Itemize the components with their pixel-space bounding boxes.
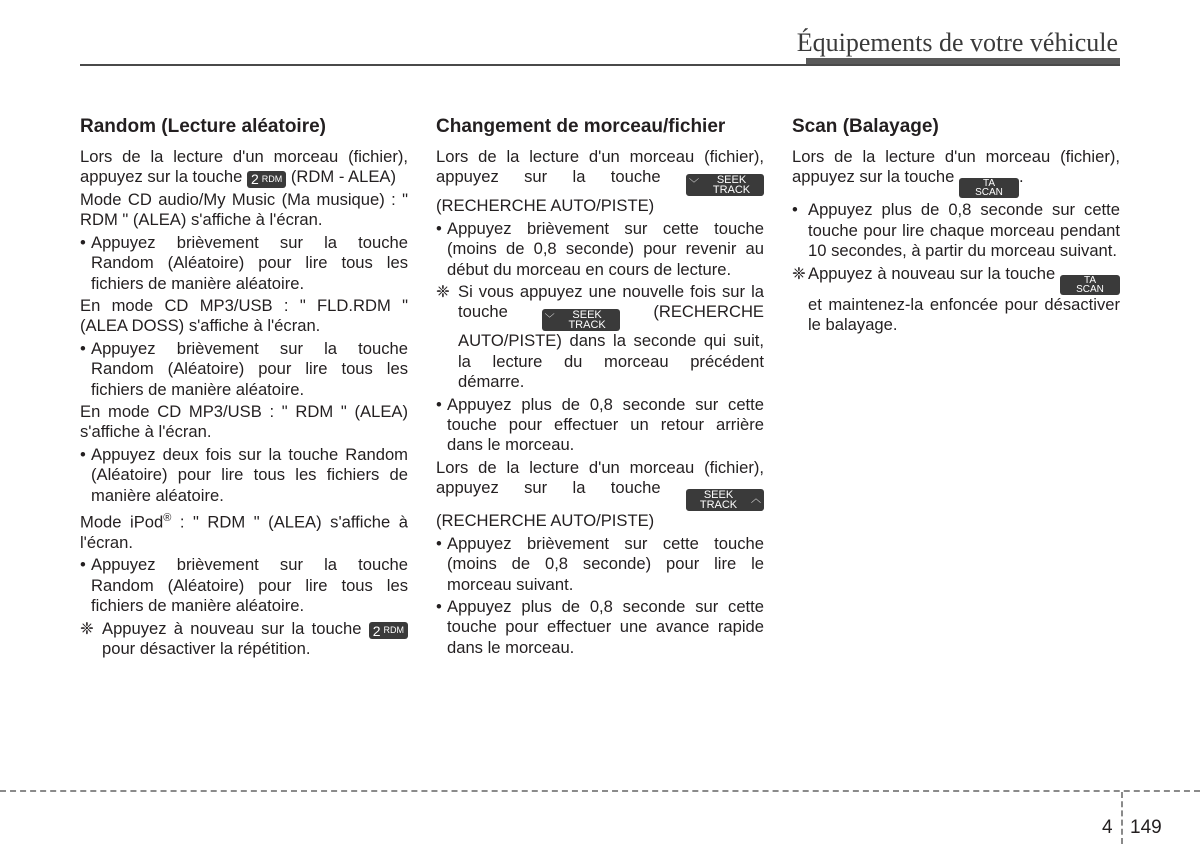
paragraph: Lors de la lecture d'un morceau (fichier), appuyez sur la touche TA SCAN . [792,147,1120,199]
header-title: Équipements de votre véhicule [796,28,1118,57]
note-item: ❈ Si vous appuyez une nouvelle fois sur la touche ﹀ SEEK TRACK (RECHERCHE AUTO/PISTE) dans la seconde qui suit, la lecture du morceau précédent démarre. [436,282,764,392]
note-item: ❈ Appuyez à nouveau sur la touche TA SCAN et maintenez-la enfoncée pour désactiver le balayage. [792,263,1120,335]
seek-track-down-key-icon: ﹀ SEEK TRACK [686,174,764,196]
section-scan [792,115,1120,337]
section-title-track-change: Changement de morceau/fichier [436,116,726,137]
bullet-item: • Appuyez brièvement sur la touche Random (Aléatoire) pour lire tous les fichiers de manière aléatoire. [80,339,408,400]
bullet-item: • Appuyez brièvement sur cette touche (moins de 0,8 seconde) pour lire le morceau suivant. [436,534,764,595]
bullet-item: • Appuyez deux fois sur la touche Random (Aléatoire) pour lire tous les fichiers de manière aléatoire. [80,445,408,506]
paragraph: En mode CD MP3/USB : " FLD.RDM " (ALEA DOSS) s'affiche à l'écran. [80,295,408,336]
note-mark-icon: ❈ [436,282,450,302]
paragraph: Mode CD audio/My Music (Ma musique) : " RDM " (ALEA) s'affiche à l'écran. [80,189,408,230]
footer-rule [0,790,1200,792]
bullet-item: • Appuyez brièvement sur cette touche (moins de 0,8 seconde) pour revenir au début du morceau en cours de lecture. [436,219,764,280]
section-title-random: Random (Lecture aléatoire) [80,116,326,137]
paragraph: Lors de la lecture d'un morceau (fichier), appuyez sur la touche 2 RDM (RDM - ALEA) [80,147,408,188]
section-random [80,115,408,661]
seek-track-down-key-icon: ﹀ SEEK TRACK [542,309,620,331]
rdm-key-icon: 2 RDM [247,171,286,188]
paragraph: Lors de la lecture d'un morceau (fichier), appuyez sur la touche ﹀ SEEK TRACK (RECHERCHE AUTO/PISTE) [436,147,764,216]
section-title-scan: Scan (Balayage) [792,116,939,137]
section-track-change [436,115,764,660]
seek-track-up-key-icon: SEEK TRACK ︿ [686,489,764,511]
paragraph: En mode CD MP3/USB : " RDM " (ALEA) s'affiche à l'écran. [80,401,408,442]
note-item: ❈ Appuyez à nouveau sur la touche 2 RDM pour désactiver la répétition. [80,619,408,660]
bullet-item: • Appuyez brièvement sur la touche Random (Aléatoire) pour lire tous les fichiers de manière aléatoire. [80,233,408,294]
bullet-item: • Appuyez plus de 0,8 seconde sur cette touche pour effectuer un retour arrière dans le morceau. [436,395,764,456]
ta-scan-key-icon: TA SCAN [959,178,1019,198]
chevron-down-icon: ﹀ [689,179,699,191]
header-rule [80,64,1120,66]
page-number: 149 [1130,817,1162,838]
chevron-up-icon: ︿ [751,494,761,506]
footer-divider [1121,792,1123,844]
bullet-item: • Appuyez brièvement sur la touche Random (Aléatoire) pour lire tous les fichiers de manière aléatoire. [80,555,408,616]
chevron-down-icon: ﹀ [544,314,555,326]
ta-scan-key-icon: TA SCAN [1060,275,1120,295]
note-mark-icon: ❈ [80,618,94,638]
bullet-item: • Appuyez plus de 0,8 seconde sur cette touche pour effectuer une avance rapide dans le morceau. [436,597,764,658]
bullet-item: • Appuyez plus de 0,8 seconde sur cette touche pour lire chaque morceau pendant 10 secondes, à partir du morceau suivant. [792,200,1120,261]
chapter-number: 4 [1102,817,1113,838]
paragraph: Lors de la lecture d'un morceau (fichier), appuyez sur la touche SEEK TRACK ︿ (RECHERCHE AUTO/PISTE) [436,457,764,531]
paragraph: Mode iPod® : " RDM " (ALEA) s'affiche à l'écran. [80,512,408,552]
note-mark-icon: ❈ [792,263,806,283]
rdm-key-icon: 2 RDM [369,622,408,639]
